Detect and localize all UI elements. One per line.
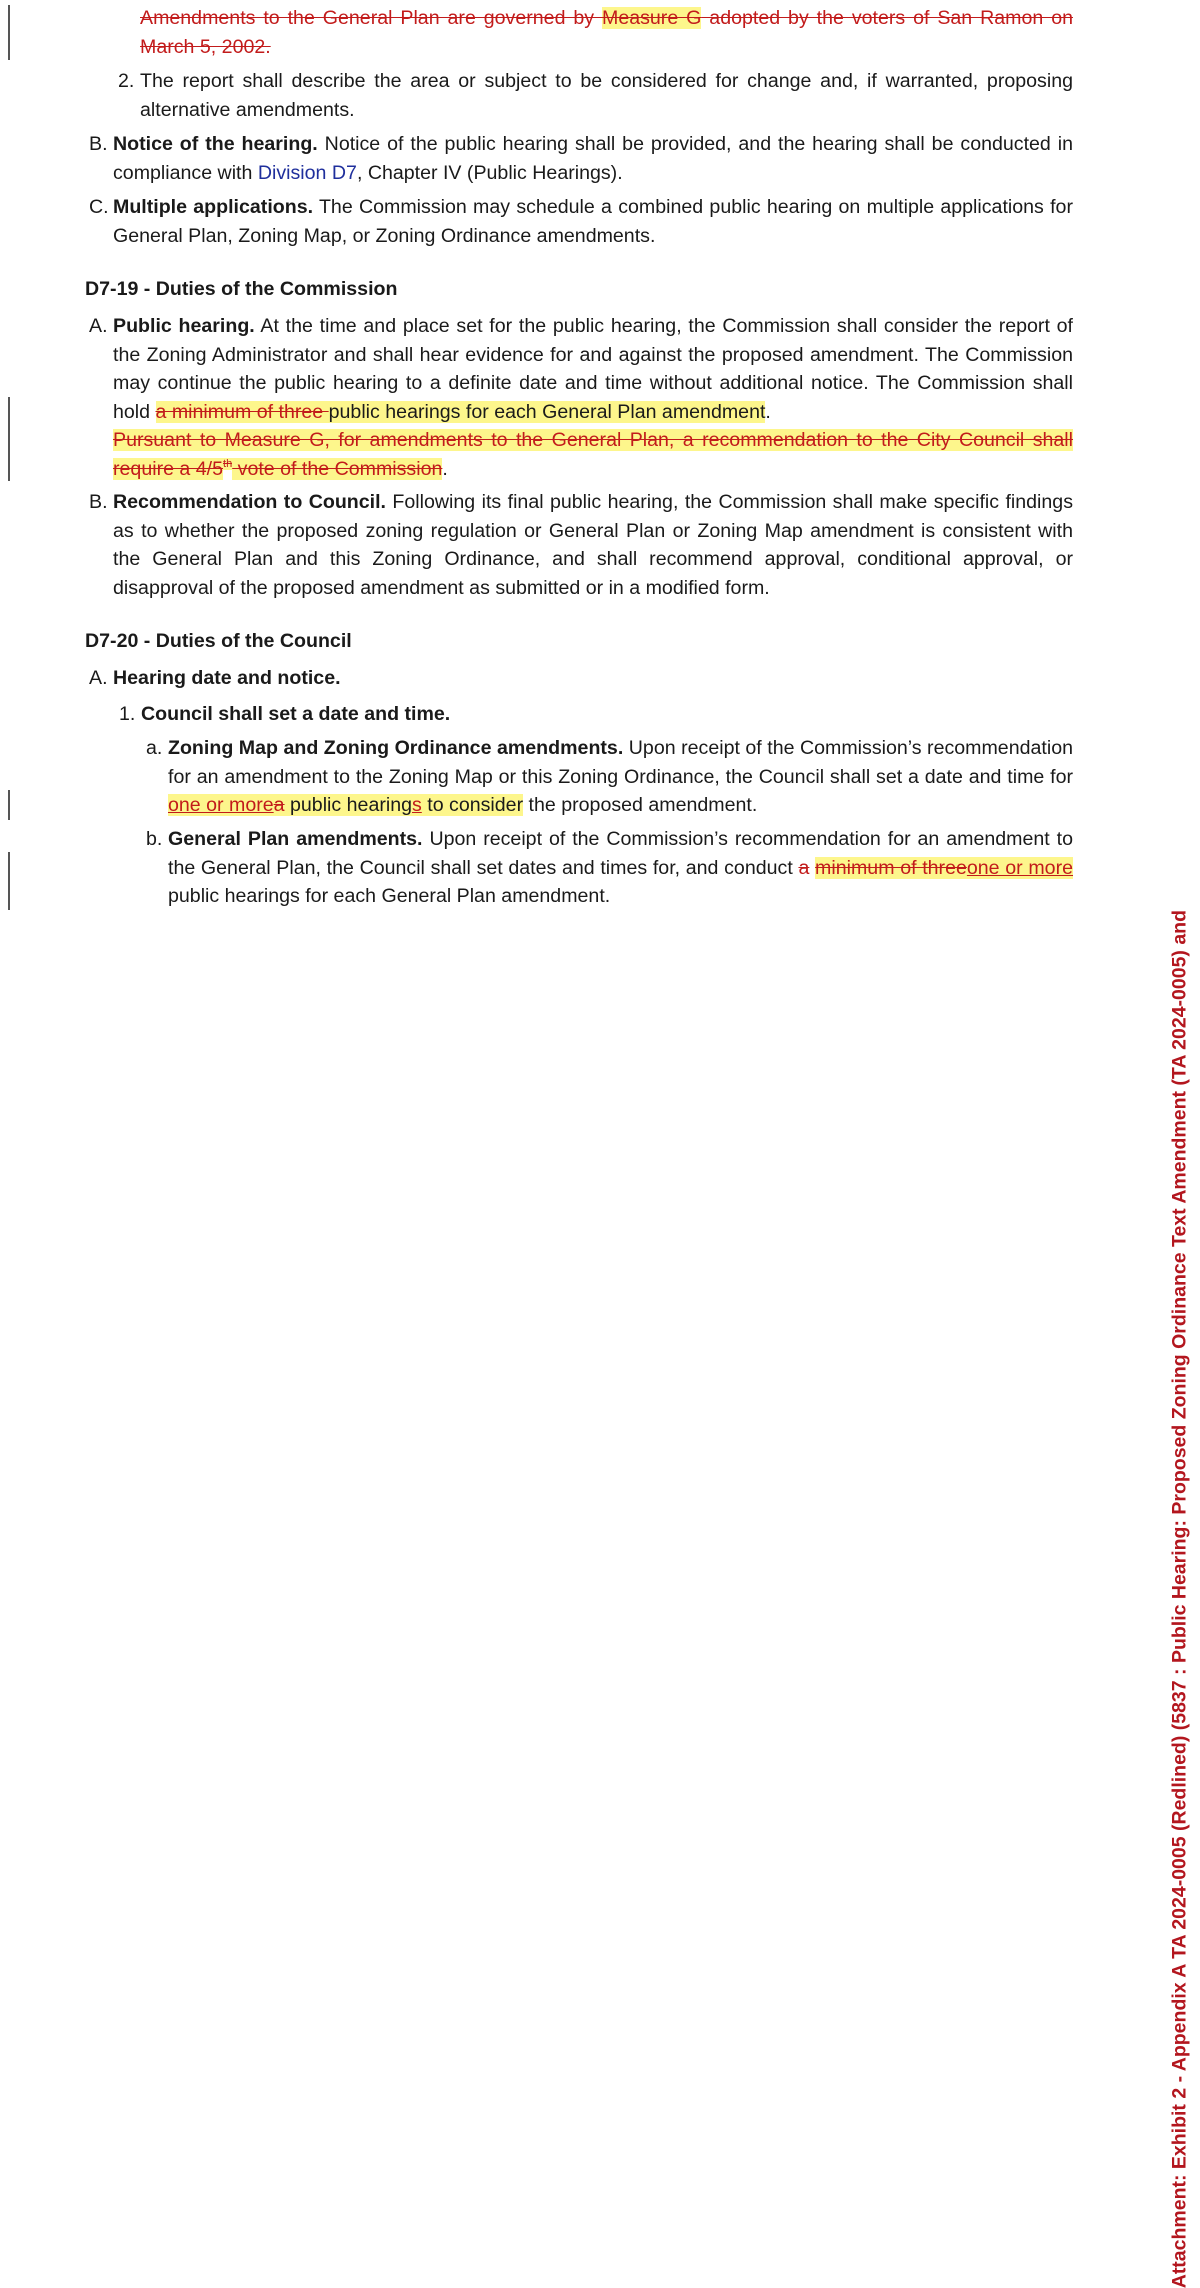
- list-letter: B.: [89, 133, 108, 155]
- d7-20-item-a-hearing-date: A. Hearing date and notice.: [113, 664, 1073, 693]
- deleted-measure-g-paragraph: Amendments to the General Plan are governed by Measure G adopted by the voters of San Ramon on March 5, 2002.: [140, 7, 1073, 58]
- attachment-sidebar-text: Attachment: Exhibit 2 - Appendix A TA 2024-0005 (Redlined) (5837 : Public Hearing: Proposed Zoning Ordinance Text Amendment (TA 2024-0005) and: [1168, 910, 1190, 2288]
- list-item-c-multiple: C. Multiple applications. The Commission may schedule a combined public hearing on multiple applications for General Plan, Zoning Map, or Zoning Ordinance amendments.: [113, 193, 1073, 250]
- change-bar: [8, 5, 10, 60]
- list-number: 2.: [118, 70, 135, 92]
- section-heading-d7-20: D7-20 - Duties of the Council: [85, 630, 352, 652]
- list-letter: A.: [89, 667, 108, 689]
- d7-19-item-b-recommendation: B. Recommendation to Council. Following its final public hearing, the Commission shall make specific findings as to whether the proposed zoning regulation or General Plan or Zoning Map amendment is consistent with the General Plan and this Zoning Ordinance, and shall recommend approval, conditional approval, or disapproval of the proposed amendment as submitted or in a modified form.: [113, 488, 1073, 602]
- change-bar: [8, 852, 10, 910]
- list-letter: B.: [89, 491, 108, 513]
- list-letter: a.: [146, 737, 163, 759]
- list-letter: C.: [89, 196, 109, 218]
- change-bar: [8, 397, 10, 481]
- division-d7-link[interactable]: Division D7: [257, 161, 357, 184]
- attachment-sidebar: [1167, 0, 1191, 2288]
- list-item-2: 2. The report shall describe the area or subject to be considered for change and, if warranted, proposing alternative amendments.: [140, 67, 1073, 124]
- d7-19-item-a-public-hearing: A. Public hearing. At the time and place set for the public hearing, the Commission shall consider the report of the Zoning Administrator and shall hear evidence for and against the proposed amendment. The Commission may continue the public hearing to a definite date and time without additional notice. The Commission shall hold a minimum of three public hearings for each General Plan amendment. Pursuant to Measure G, for amendments to the General Plan, a recommendation to the City Council shall require a 4/5th vote of the Commission.: [113, 312, 1073, 483]
- d7-20-item-1: 1. Council shall set a date and time.: [141, 700, 1073, 729]
- d7-20-item-a-zoning-map: a. Zoning Map and Zoning Ordinance amendments. Upon receipt of the Commission’s recommendation for an amendment to the Zoning Map or this Zoning Ordinance, the Council shall set a date and time for one or morea public hearings to consider the proposed amendment.: [168, 734, 1073, 820]
- change-bar: [8, 790, 10, 820]
- d7-20-item-b-general-plan: b. General Plan amendments. Upon receipt of the Commission’s recommendation for an amendment to the General Plan, the Council shall set dates and times for, and conduct a minimum of threeone or more public hearings for each General Plan amendment.: [168, 825, 1073, 911]
- list-letter: A.: [89, 315, 108, 337]
- list-number: 1.: [119, 703, 136, 725]
- list-item-b-notice: B. Notice of the hearing. Notice of the public hearing shall be provided, and the hearing shall be conducted in compliance with Division D7, Chapter IV (Public Hearings).: [113, 130, 1073, 187]
- list-letter: b.: [146, 828, 163, 850]
- measure-g-link[interactable]: Measure G: [602, 7, 702, 29]
- section-heading-d7-19: D7-19 - Duties of the Commission: [85, 278, 398, 300]
